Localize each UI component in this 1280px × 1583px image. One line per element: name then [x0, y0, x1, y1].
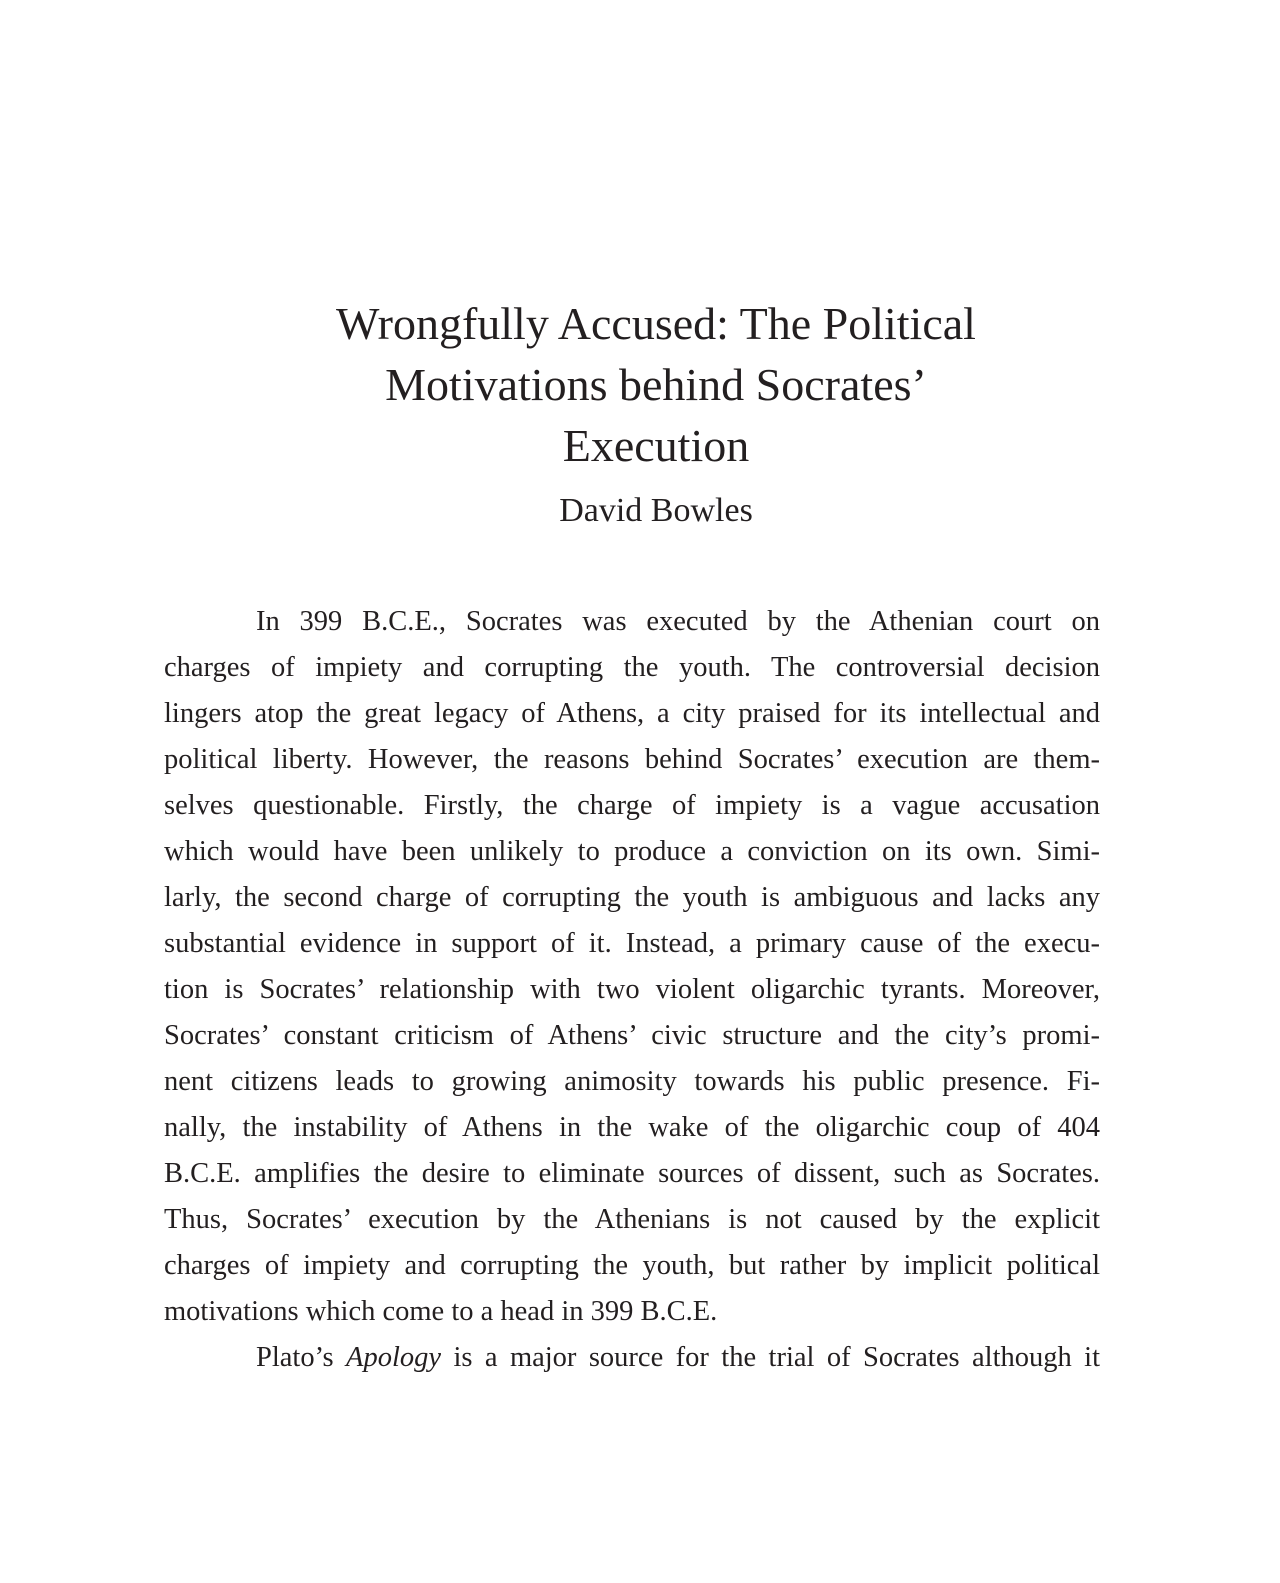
paragraph-line: which would have been unlikely to produce a conviction on its own. Simi-: [164, 836, 1100, 867]
text-run: Plato’s: [256, 1342, 347, 1373]
paragraph-line: [164, 1335, 1100, 1381]
paragraph-line: lingers atop the great legacy of Athens, a city praised for its intellectual and: [164, 698, 1100, 729]
paragraph-line: nent citizens leads to growing animosity towards his public presence. Fi-: [164, 1066, 1100, 1097]
paragraph-line: selves questionable. Firstly, the charge of impiety is a vague accusation: [164, 790, 1100, 821]
document-title: [300, 293, 1012, 476]
paragraph-line: Socrates’ constant criticism of Athens’ civic structure and the city’s promi-: [164, 1020, 1100, 1051]
paragraph-line: nally, the instability of Athens in the wake of the oligarchic coup of 404: [164, 1112, 1100, 1143]
title-line: Motivations behind Socrates’: [385, 359, 927, 410]
title-line: Wrongfully Accused: The Political: [336, 298, 976, 349]
paragraph-line: Thus, Socrates’ execution by the Athenians is not caused by the explicit: [164, 1204, 1100, 1235]
paragraph-line: tion is Socrates’ relationship with two violent oligarchic tyrants. Moreover,: [164, 974, 1100, 1005]
paragraph-line: political liberty. However, the reasons behind Socrates’ execution are them-: [164, 744, 1100, 775]
body-text: [164, 599, 1100, 1381]
text-run: is a major source for the trial of Socrates although it: [441, 1342, 1100, 1373]
paragraph-line: charges of impiety and corrupting the youth, but rather by implicit political: [164, 1250, 1100, 1281]
paragraph-line: substantial evidence in support of it. Instead, a primary cause of the execu-: [164, 928, 1100, 959]
paragraph-line: charges of impiety and corrupting the youth. The controversial decision: [164, 652, 1100, 683]
title-line: Execution: [562, 420, 750, 471]
paragraph-line: larly, the second charge of corrupting the youth is ambiguous and lacks any: [164, 882, 1100, 913]
paragraph-line: In 399 B.C.E., Socrates was executed by the Athenian court on: [256, 606, 1100, 637]
author-name: David Bowles: [559, 492, 753, 529]
italic-title: Apology: [346, 1342, 442, 1373]
paragraph-line: motivations which come to a head in 399 B.C.E.: [164, 1296, 718, 1327]
paragraph-line: B.C.E. amplifies the desire to eliminate sources of dissent, such as Socrates.: [164, 1158, 1100, 1189]
